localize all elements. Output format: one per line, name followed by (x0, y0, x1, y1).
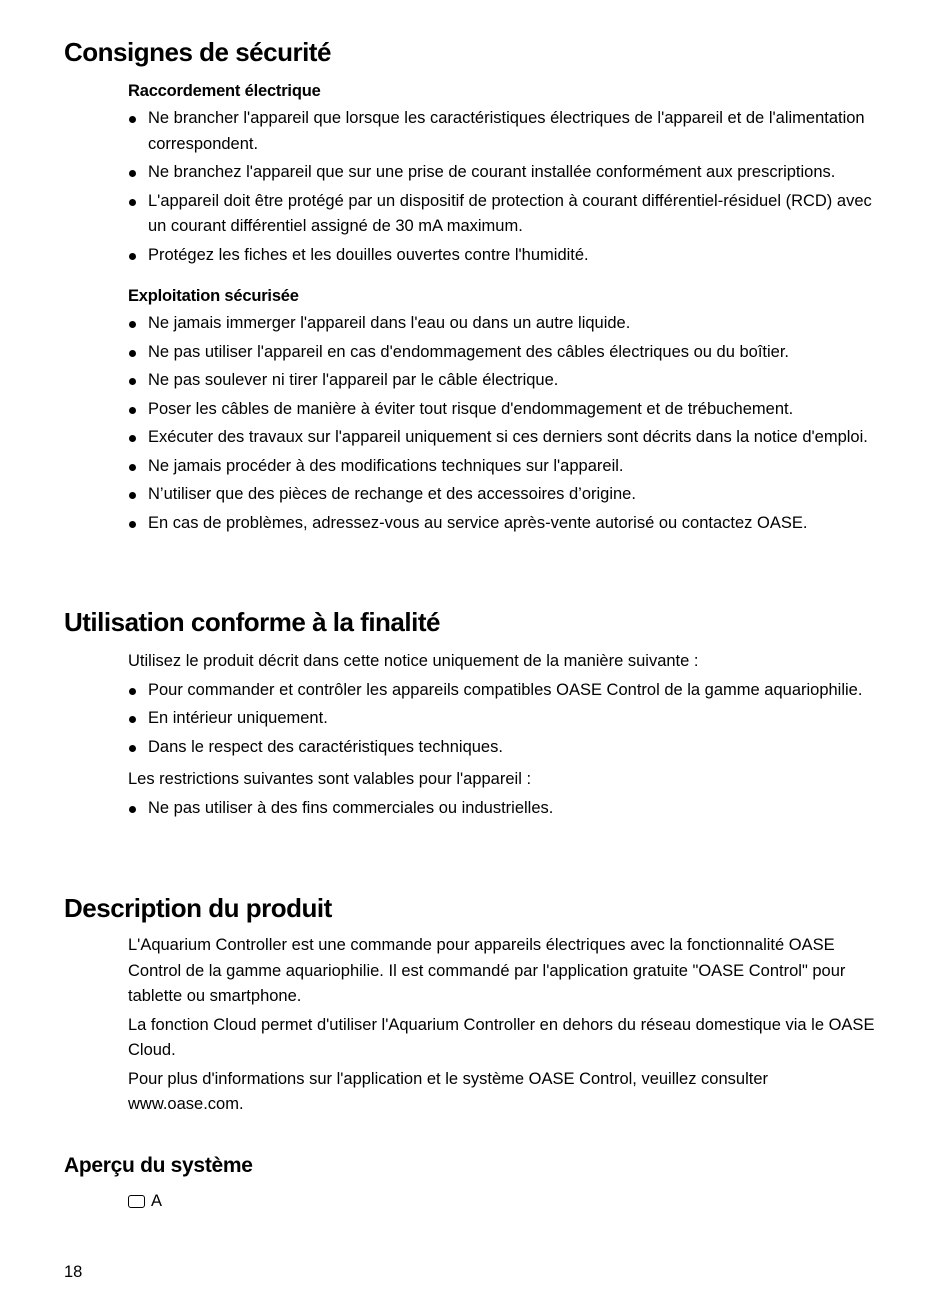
section-title-intended-use: Utilisation conforme à la finalité (64, 607, 440, 637)
figure-reference-icon (128, 1195, 145, 1208)
page-number: 18 (64, 1263, 83, 1281)
description-paragraph: Pour plus d'informations sur l'application et le système OASE Control, veuillez consulter www.oase.com. (128, 1069, 769, 1113)
list-item: Ne jamais immerger l'appareil dans l'eau ou dans un autre liquide. (128, 311, 888, 337)
restrictions-list (128, 796, 888, 822)
safety-operation-block (128, 285, 888, 539)
section-title-system-overview: Aperçu du système (64, 1154, 253, 1177)
list-item: Ne pas utiliser à des fins commerciales ou industrielles. (128, 796, 888, 822)
intended-use-intro: Utilisez le produit décrit dans cette notice uniquement de la manière suivante : (128, 652, 699, 670)
list-item: Ne pas utiliser l'appareil en cas d'endommagement des câbles électriques ou du boîtier. (128, 340, 888, 366)
list-item: Pour commander et contrôler les appareils compatibles OASE Control de la gamme aquariophilie. (128, 678, 888, 704)
list-item: Protégez les fiches et les douilles ouvertes contre l'humidité. (128, 243, 888, 269)
operation-list (128, 311, 888, 536)
list-item: Exécuter des travaux sur l'appareil uniquement si ces derniers sont décrits dans la notice d'emploi. (128, 425, 888, 451)
description-paragraph: L'Aquarium Controller est une commande pour appareils électriques avec la fonctionnalité OASE Control de la gamme aquariophilie. Il est commandé par l'application gratuite "OASE Control" pour tablette ou smartphone. (128, 936, 846, 1005)
list-item: En intérieur uniquement. (128, 706, 888, 732)
figure-reference (128, 1190, 162, 1212)
safety-electrical-block (128, 80, 888, 271)
intended-use-list (128, 678, 888, 761)
list-item: Dans le respect des caractéristiques techniques. (128, 735, 888, 761)
list-item: L'appareil doit être protégé par un dispositif de protection à courant différentiel-résiduel (RCD) avec un courant différentiel assigné de 30 mA maximum. (128, 189, 888, 240)
list-item: Ne brancher l'appareil que lorsque les caractéristiques électriques de l'appareil et de l'alimentation correspondent. (128, 106, 888, 157)
section-title-product-description: Description du produit (64, 893, 332, 923)
subheading-electrical: Raccordement électrique (128, 82, 321, 100)
list-item: N’utiliser que des pièces de rechange et des accessoires d’origine. (128, 482, 888, 508)
restrictions-intro: Les restrictions suivantes sont valables pour l'appareil : (128, 770, 532, 788)
list-item: Ne pas soulever ni tirer l'appareil par le câble électrique. (128, 368, 888, 394)
list-item: En cas de problèmes, adressez-vous au service après-vente autorisé ou contactez OASE. (128, 511, 888, 537)
electrical-list (128, 106, 888, 268)
intended-use-block (128, 649, 888, 824)
list-item: Ne branchez l'appareil que sur une prise de courant installée conformément aux prescriptions. (128, 160, 888, 186)
figure-label: A (151, 1192, 163, 1210)
product-description-block (128, 933, 888, 1121)
subheading-operation: Exploitation sécurisée (128, 287, 299, 305)
list-item: Ne jamais procéder à des modifications techniques sur l'appareil. (128, 454, 888, 480)
section-title-safety: Consignes de sécurité (64, 37, 331, 67)
list-item: Poser les câbles de manière à éviter tout risque d'endommagement et de trébuchement. (128, 397, 888, 423)
description-paragraph: La fonction Cloud permet d'utiliser l'Aquarium Controller en dehors du réseau domestique via le OASE Cloud. (128, 1015, 875, 1059)
